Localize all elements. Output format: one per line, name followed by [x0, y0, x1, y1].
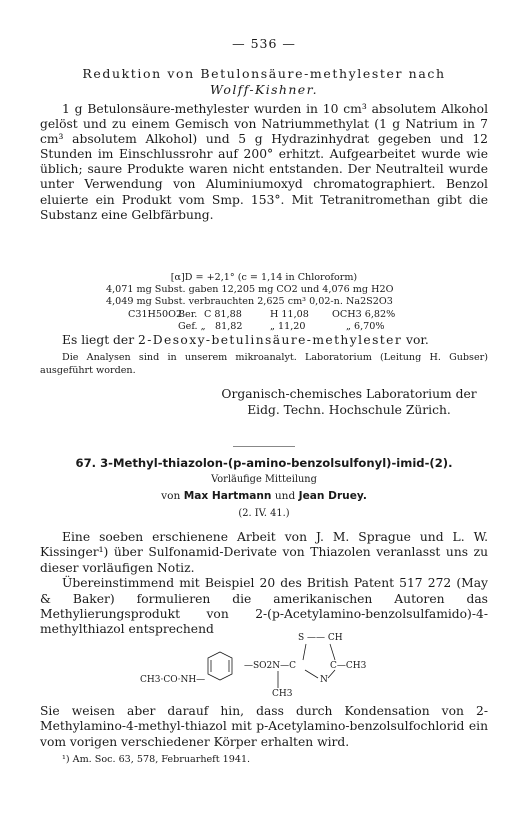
calc-h: H 11,08: [270, 308, 309, 320]
authors-prefix: von: [161, 490, 184, 502]
found-label: Gef. „: [178, 320, 206, 332]
structural-formula: [140, 630, 400, 700]
section2-subtitle: Vorläufige Mitteilung: [211, 474, 317, 485]
calc-row: [40, 309, 488, 321]
analysis-line1: 4,071 mg Subst. gaben 12,205 mg CO2 und 4,076 mg H2O: [106, 284, 394, 296]
optical-rotation: [α]D = +2,1° (c = 1,14 in Chloroform): [170, 272, 358, 283]
calc-formula: C31H50O2: [128, 308, 183, 320]
benzene-ring: [208, 652, 232, 680]
lab-affiliation: [210, 386, 488, 418]
formula-ch3: CH3: [272, 689, 293, 699]
section1-title: [40, 66, 488, 98]
section1-title-line2: Wolff-Kishner.: [210, 82, 318, 97]
calc-label: Ber.: [178, 308, 198, 320]
section2-authors: [40, 490, 488, 502]
analysis-block: [40, 272, 488, 333]
footnote: ¹) Am. Soc. 63, 578, Februarheft 1941.: [62, 754, 251, 765]
formula-so2n: —SO2N—C: [244, 661, 297, 671]
formula-acetylamino: CH3·CO·NH—: [140, 675, 206, 685]
found-row: [40, 321, 488, 333]
formula-svg: [140, 630, 400, 700]
section2-date: (2. IV. 41.): [238, 508, 290, 519]
found-och3: „ 6,70%: [346, 320, 385, 332]
section1-body: [40, 102, 488, 223]
formula-c-ch3: C—CH3: [330, 661, 367, 671]
analysis-line2: 4,049 mg Subst. verbrauchten 2,625 cm³ 0,02-n. Na2S2O3: [106, 296, 393, 308]
section2-paragraph2: Übereinstimmend mit Beispiel 20 des British Patent 517 272 (May & Baker) formulieren die amerikanischen Autoren das Methylierungsprodukt von 2-(p-Acetylamino-benzolsulfamido)-4-methylthiazol entsprechend: [40, 576, 488, 637]
section1-title-line1: Reduktion von Betulonsäure-methylester nach: [82, 66, 446, 81]
analysis-note: Die Analysen sind in unserem mikroanalyt. Laboratorium (Leitung H. Gubser) ausgeführt worden.: [40, 352, 488, 376]
conclusion-prefix: Es liegt der: [62, 333, 138, 347]
section2-body-continued: [40, 704, 488, 750]
section2-paragraph3: Sie weisen aber darauf hin, dass durch Kondensation von 2-Methylamino-4-methyl-thiazol mit p-Acetylamino-benzolsulfochlorid ein vom vorigen verschiedener Körper erhalten wird.: [40, 704, 488, 749]
lab-line2: Eidg. Techn. Hochschule Zürich.: [247, 403, 451, 417]
conclusion-compound: 2-Desoxy-betulinsäure-methylester: [138, 333, 403, 347]
found-c: 81,82: [215, 320, 243, 332]
section2-title: 67. 3-Methyl-thiazolon-(p-amino-benzolsulfonyl)-imid-(2).: [75, 456, 453, 470]
author-2: Jean Druey.: [298, 490, 367, 502]
formula-n: N: [320, 675, 328, 685]
page-number: — 536 —: [232, 36, 296, 51]
lab-line1: Organisch-chemisches Laboratorium der: [221, 387, 477, 401]
authors-and: und: [271, 490, 299, 502]
formula-s-ch: S —— CH: [298, 633, 343, 643]
calc-och3: OCH3 6,82%: [332, 308, 396, 320]
conclusion-suffix: vor.: [402, 333, 429, 347]
found-h: „ 11,20: [270, 320, 306, 332]
section2-paragraph1: Eine soeben erschienene Arbeit von J. M. Sprague und L. W. Kissinger¹) über Sulfonamid-Derivate von Thiazolen veranlasst uns zu dieser vorläufigen Notiz.: [40, 530, 488, 575]
conclusion: [40, 333, 488, 347]
section-divider: [233, 446, 295, 447]
section2-body: [40, 530, 488, 638]
author-1: Max Hartmann: [183, 490, 272, 502]
section1-paragraph: 1 g Betulonsäure-methylester wurden in 10 cm³ absolutem Alkohol gelöst und zu einem Gemisch von Natriummethylat (1 g Natrium in 7 cm³ absolutem Alkohol) und 5 g Hydrazinhydrat gegeben und 12 Stunden im Einschlussrohr auf 200° erhitzt. Aufgearbeitet wurde wie üblich; saure Produkte waren nicht entstanden. Der Neutralteil wurde unter Verwendung von Aluminiumoxyd chromatographiert. Benzol eluierte ein Produkt vom Smp. 153°. Mit Tetranitromethan gibt die Substanz eine Gelbfärbung.: [40, 102, 488, 222]
calc-c: C 81,88: [204, 308, 242, 320]
